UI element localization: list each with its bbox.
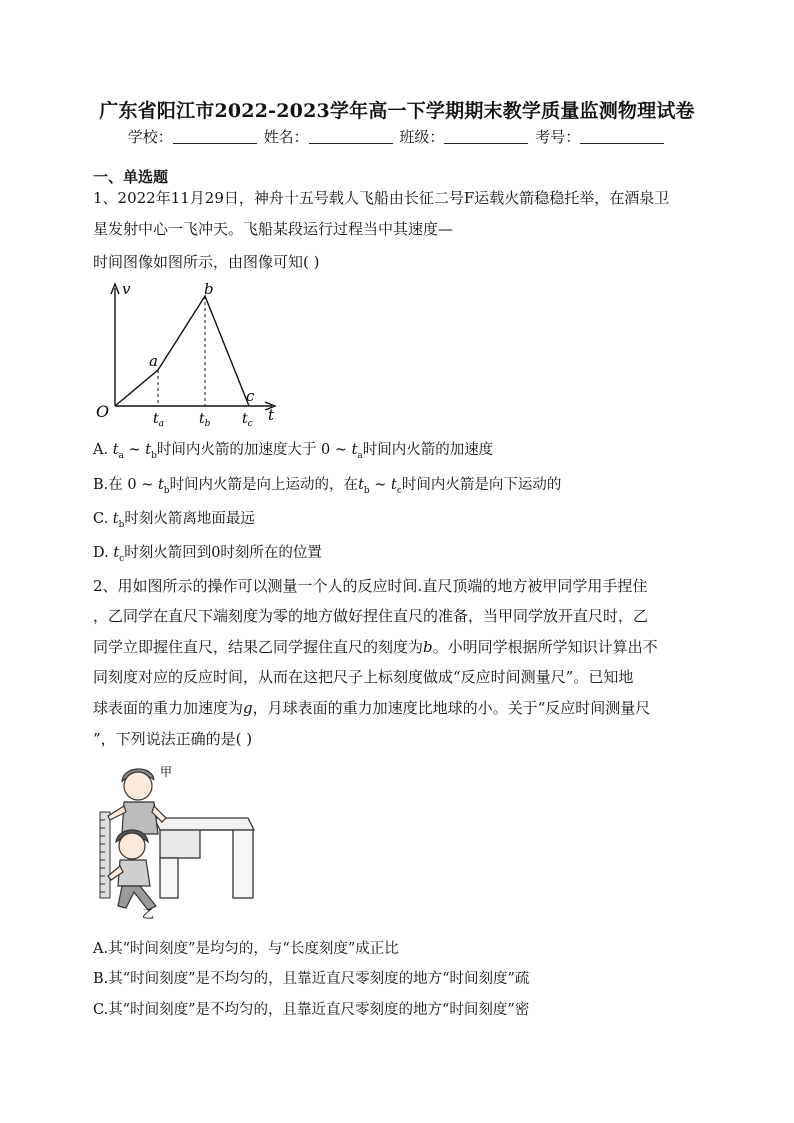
option-a-text-1: 时间内火箭的加速度大于 0 ~ [156, 442, 352, 458]
vt-curve [115, 296, 249, 406]
exam-number-blank[interactable] [580, 129, 664, 144]
ruler-body [100, 812, 110, 898]
option-b-text-3: 时间内火箭是向下运动的 [401, 477, 562, 493]
exam-number-label: 考号： [535, 128, 581, 146]
var-t: t [358, 477, 364, 493]
desk-leg-left [160, 858, 178, 898]
label-jia: 甲 [160, 765, 173, 779]
yi-body [118, 860, 150, 886]
name-blank[interactable] [309, 129, 393, 144]
sub-c: c [396, 485, 402, 496]
var-t: t [112, 511, 119, 527]
yi-head [119, 833, 145, 859]
q1-line-1: 1、2022年11月29日，神舟十五号载人飞船由长征二号F运载火箭稳稳托举，在酒泉卫 [93, 189, 670, 207]
option-d-text: 时刻火箭回到0时刻所在的位置 [124, 545, 322, 561]
point-b-label: b [204, 280, 214, 298]
option-d-prefix: D. [93, 545, 114, 561]
student-yi [108, 830, 156, 910]
option-b-text-2: 时间内火箭是向上运动的，在 [169, 477, 359, 493]
tick-tb: $t_b$ [199, 411, 211, 428]
sub-c: c [119, 553, 125, 564]
x-axis-label: t [268, 406, 275, 424]
label-yi: 乙 [142, 907, 155, 920]
q2-line-6: ”，下列说法正确的是( ) [93, 730, 253, 748]
sub-b: b [118, 519, 125, 530]
q2-line-3 [93, 636, 658, 657]
section-heading: 一、单选题 [93, 168, 169, 186]
var-t: t [113, 545, 120, 561]
sub-a: a [118, 450, 124, 461]
q1-option-a[interactable] [93, 438, 493, 461]
exam-title: 广东省阳江市2022-2023学年高一下学期期末教学质量监测物理试卷 [99, 100, 695, 122]
desk-drawer [160, 830, 200, 858]
desk [154, 818, 254, 898]
var-g: g [243, 699, 253, 717]
q2-line-5a: 球表面的重力加速度为 [93, 699, 244, 717]
var-t: t [112, 442, 119, 458]
q2-line-5b: ，月球表面的重力加速度比地球的小。关于“反应时间测量尺 [252, 699, 651, 717]
sub-b: b [151, 450, 157, 461]
y-axis-label: v [122, 280, 131, 298]
q1-option-c[interactable] [93, 507, 255, 530]
q2-line-2: ，乙同学在直尺下端刻度为零的地方做好捏住直尺的准备，当甲同学放开直尺时，乙 [93, 607, 649, 625]
q2-line-3a: 同学立即握住直尺，结果乙同学握住直尺的刻度为 [93, 638, 424, 656]
point-c-label: c [246, 387, 255, 405]
sub-b: b [363, 485, 370, 496]
tick-tc: $t_c$ [242, 411, 253, 428]
desk-top [154, 818, 254, 830]
class-blank[interactable] [444, 129, 528, 144]
velocity-time-graph [92, 278, 292, 428]
q2-line-1: 2、用如图所示的操作可以测量一个人的反应时间.直尺顶端的地方被甲同学用手捏住 [93, 577, 648, 595]
school-label: 学校： [127, 128, 173, 146]
var-t: t [391, 477, 397, 493]
var-t: t [351, 442, 358, 458]
school-blank[interactable] [173, 129, 257, 144]
name-label: 姓名： [263, 128, 309, 146]
q1-option-d[interactable] [93, 541, 322, 564]
q2-line-5 [93, 697, 650, 718]
var-b: b [423, 638, 433, 656]
sub-a: a [357, 450, 363, 461]
class-label: 班级： [399, 128, 445, 146]
sub-b: b [163, 485, 170, 496]
q2-line-3b: 。小明同学根据所学知识计算出不 [432, 638, 658, 656]
q2-option-a[interactable]: A.其“时间刻度”是均匀的，与“长度刻度”成正比 [93, 941, 399, 957]
q1-option-b[interactable] [93, 473, 561, 496]
origin-label: O [96, 402, 110, 421]
option-a-prefix: A. [93, 442, 113, 458]
jia-head [124, 772, 152, 800]
tilde: ~ [123, 442, 146, 458]
tilde: ~ [369, 477, 392, 493]
ruler [100, 812, 110, 898]
desk-side [233, 830, 253, 898]
tick-ta: $t_a$ [153, 411, 165, 428]
q2-line-4: 同刻度对应的反应时间，从而在这把尺子上标刻度做成“反应时间测量尺”。已知地 [93, 668, 634, 686]
q1-line-2: 星发射中心一飞冲天。飞船某段运行过程当中其速度— [93, 220, 454, 238]
student-info-line [0, 126, 794, 147]
var-t: t [145, 442, 152, 458]
jia-body [122, 802, 158, 834]
option-c-prefix: C. [93, 511, 113, 527]
q2-option-c[interactable]: C.其“时间刻度”是不均匀的，且靠近直尺零刻度的地方“时间刻度”密 [93, 1002, 530, 1018]
option-a-text-2: 时间内火箭的加速度 [362, 442, 494, 458]
var-t: t [157, 477, 164, 493]
student-jia [108, 769, 166, 834]
q2-option-b[interactable]: B.其“时间刻度”是不均匀的，且靠近直尺零刻度的地方“时间刻度”疏 [93, 971, 530, 987]
reaction-ruler-illustration [96, 760, 261, 920]
q1-line-3: 时间图像如图所示，由图像可知( ) [93, 253, 320, 271]
option-b-text-1: B.在 0 ~ [93, 477, 158, 493]
point-a-label: a [149, 352, 158, 370]
option-c-text: 时刻火箭离地面最远 [124, 511, 255, 527]
